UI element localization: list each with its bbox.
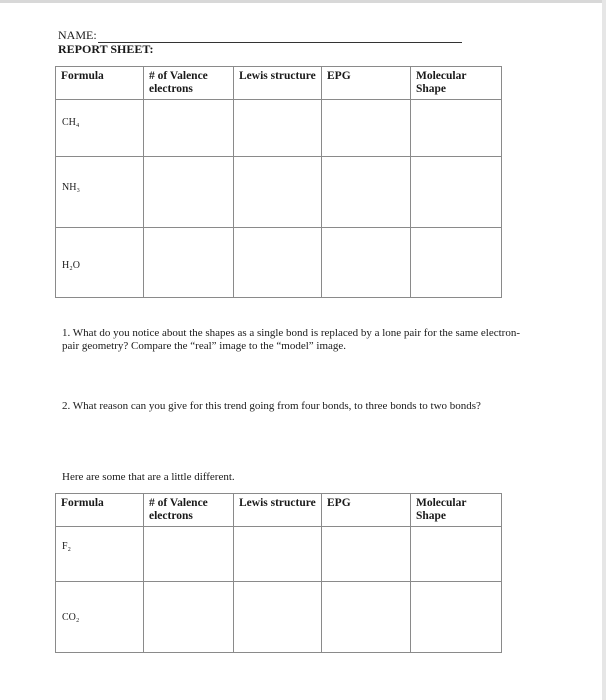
formula-cell: F₂: [56, 527, 144, 582]
column-header-molecular-shape: Molecular Shape: [411, 67, 502, 100]
table-row: [56, 527, 502, 582]
page-edge: [0, 0, 606, 3]
molecular-shape-cell[interactable]: [411, 100, 502, 157]
lewis-structure-cell[interactable]: [234, 228, 322, 298]
table-row: [56, 157, 502, 228]
lewis-structure-cell[interactable]: [234, 157, 322, 228]
question-2: 2. What reason can you give for this trend going from four bonds, to three bonds to two bonds?: [62, 400, 481, 412]
molecular-shape-cell[interactable]: [411, 527, 502, 582]
valence-electrons-cell[interactable]: [144, 228, 234, 298]
epg-cell[interactable]: [322, 228, 411, 298]
question-1: 1. What do you notice about the shapes as a single bond is replaced by a lone pair for the same electron-pair geometry? Compare the “real” image to the “model” image.: [62, 327, 520, 352]
section-note: Here are some that are a little different.: [62, 471, 235, 483]
molecular-shape-cell[interactable]: [411, 157, 502, 228]
report-title: REPORT SHEET:: [58, 42, 154, 56]
column-header-formula: Formula: [56, 494, 144, 527]
table-header-row: [56, 67, 502, 100]
report-table-1: [55, 66, 502, 298]
report-table-2: [55, 493, 502, 653]
formula-cell: CO₂: [56, 582, 144, 653]
valence-electrons-cell[interactable]: [144, 527, 234, 582]
page-edge-shadow: [602, 0, 606, 700]
column-header-lewis-structure: Lewis structure: [234, 67, 322, 100]
valence-electrons-cell[interactable]: [144, 582, 234, 653]
epg-cell[interactable]: [322, 100, 411, 157]
epg-cell[interactable]: [322, 157, 411, 228]
table-row: [56, 100, 502, 157]
name-field[interactable]: [58, 28, 462, 43]
formula-cell: H₂O: [56, 228, 144, 298]
column-header-molecular-shape: Molecular Shape: [411, 494, 502, 527]
molecular-shape-cell[interactable]: [411, 582, 502, 653]
column-header-formula: Formula: [56, 67, 144, 100]
column-header-lewis-structure: Lewis structure: [234, 494, 322, 527]
column-header-epg: EPG: [322, 494, 411, 527]
column-header-valence-electrons: # of Valence electrons: [144, 494, 234, 527]
epg-cell[interactable]: [322, 527, 411, 582]
name-label: NAME:: [58, 28, 97, 42]
lewis-structure-cell[interactable]: [234, 582, 322, 653]
valence-electrons-cell[interactable]: [144, 157, 234, 228]
column-header-epg: EPG: [322, 67, 411, 100]
table-row: [56, 228, 502, 298]
epg-cell[interactable]: [322, 582, 411, 653]
valence-electrons-cell[interactable]: [144, 100, 234, 157]
lewis-structure-cell[interactable]: [234, 100, 322, 157]
molecular-shape-cell[interactable]: [411, 228, 502, 298]
table-header-row: [56, 494, 502, 527]
formula-cell: NH₃: [56, 157, 144, 228]
column-header-valence-electrons: # of Valence electrons: [144, 67, 234, 100]
lewis-structure-cell[interactable]: [234, 527, 322, 582]
table-row: [56, 582, 502, 653]
formula-cell: CH₄: [56, 100, 144, 157]
